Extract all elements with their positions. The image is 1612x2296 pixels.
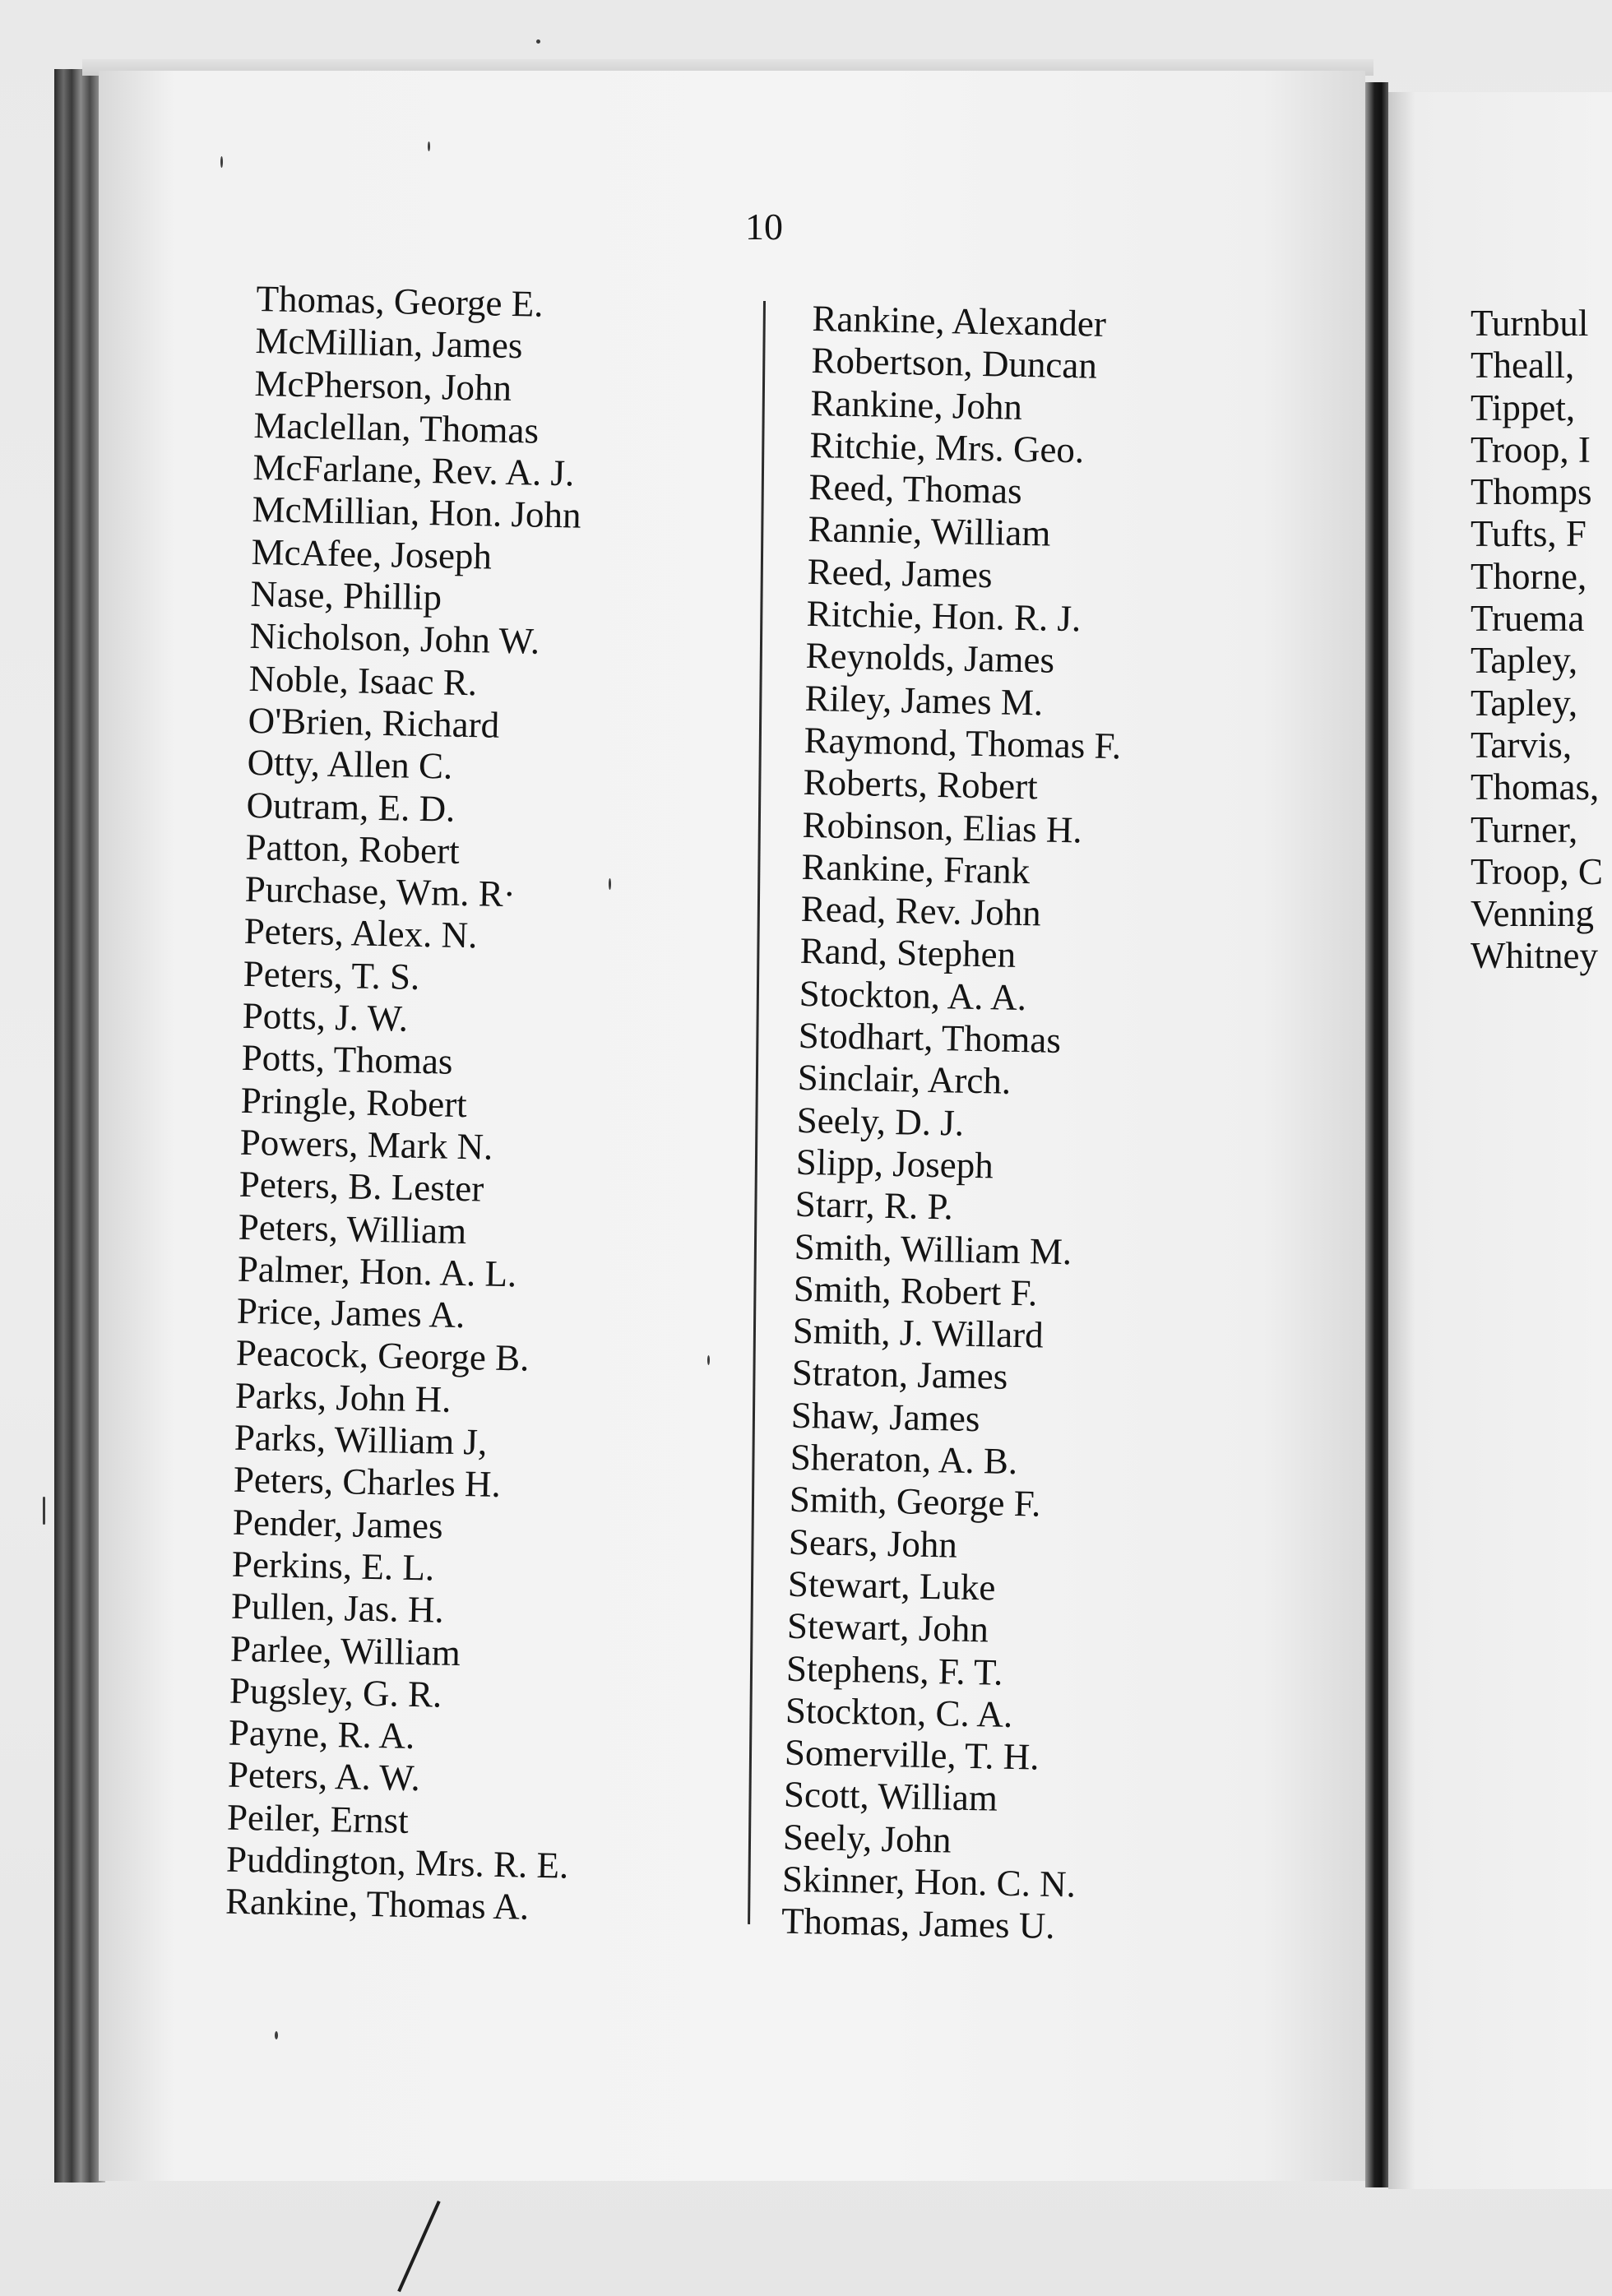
dust-speck	[428, 141, 430, 151]
directory-entry: Reed, Thomas	[808, 466, 1023, 512]
directory-entry: Sears, John	[788, 1521, 958, 1566]
directory-entry: Maclellan, Thomas	[253, 404, 540, 451]
directory-entry: Rannie, William	[808, 508, 1051, 555]
directory-entry: McFarlane, Rev. A. J.	[252, 447, 575, 494]
directory-entry: Skinner, Hon. C. N.	[781, 1858, 1077, 1905]
directory-entry: Potts, J. W.	[242, 994, 409, 1039]
directory-entry: Thomas, George E.	[256, 278, 544, 325]
directory-entry: Troop, I	[1471, 428, 1591, 470]
page-number: 10	[745, 206, 783, 248]
directory-entry: Troop, C	[1471, 850, 1603, 892]
directory-entry: Whitney	[1471, 935, 1598, 977]
film-scratch	[397, 2201, 440, 2292]
directory-entry: Pender, James	[232, 1501, 444, 1547]
directory-entry: Theall,	[1471, 345, 1575, 387]
directory-entry: Nicholson, John W.	[249, 615, 540, 663]
directory-entry: Reynolds, James	[805, 635, 1055, 682]
directory-entry: Parlee, William	[229, 1627, 461, 1673]
dust-speck	[43, 1497, 45, 1525]
dust-speck	[275, 2031, 278, 2039]
directory-entry: Pugsley, G. R.	[229, 1669, 442, 1715]
directory-entry: Peters, T. S.	[243, 952, 420, 998]
directory-entry: Peters, A. W.	[227, 1754, 421, 1799]
directory-entry: Tapley,	[1471, 640, 1578, 682]
directory-entry: Pullen, Jas. H.	[230, 1585, 445, 1631]
directory-entry: Starr, R. P.	[794, 1183, 954, 1228]
directory-entry: Smith, George F.	[789, 1479, 1041, 1525]
directory-entry: Peacock, George B.	[235, 1332, 530, 1380]
directory-entry: Raymond, Thomas F.	[804, 719, 1122, 767]
directory-entry: Slipp, Joseph	[795, 1141, 994, 1187]
directory-entry: Payne, R. A.	[228, 1711, 415, 1757]
directory-entry: Palmer, Hon. A. L.	[237, 1248, 517, 1295]
directory-entry: Thorne,	[1471, 555, 1587, 597]
directory-entry: Straton, James	[791, 1352, 1008, 1398]
directory-entry: Potts, Thomas	[241, 1037, 453, 1083]
directory-entry: Tapley,	[1471, 682, 1578, 724]
dust-speck	[220, 156, 223, 168]
book-gutter	[1365, 82, 1388, 2187]
directory-entry: Nase, Phillip	[250, 573, 442, 618]
directory-entry: Seely, D. J.	[796, 1099, 965, 1144]
facing-page	[1388, 92, 1612, 2189]
directory-entry: Perkins, E. L.	[231, 1543, 435, 1589]
book-spine	[54, 69, 105, 2183]
directory-entry: Peters, Alex. N.	[243, 910, 478, 956]
directory-entry: Ritchie, Mrs. Geo.	[809, 424, 1085, 471]
directory-entry: Roberts, Robert	[803, 761, 1039, 808]
directory-entry: Reed, James	[807, 550, 993, 596]
directory-entry: Pringle, Robert	[240, 1079, 468, 1125]
directory-entry: Smith, William M.	[794, 1225, 1072, 1272]
directory-entry: Stephens, F. T.	[785, 1647, 1003, 1693]
directory-entry: Rankine, Frank	[801, 845, 1031, 892]
directory-entry: Shaw, James	[790, 1394, 980, 1439]
directory-entry: Tippet,	[1471, 387, 1576, 428]
directory-entry: Stewart, Luke	[787, 1562, 996, 1609]
name-list-facing-page	[1471, 303, 1603, 978]
directory-entry: McPherson, John	[254, 362, 512, 409]
directory-entry: Riley, James M.	[804, 677, 1044, 724]
directory-entry: Somerville, T. H.	[784, 1731, 1040, 1778]
directory-entry: Tarvis,	[1471, 724, 1573, 766]
dust-speck	[707, 1355, 710, 1365]
directory-entry: Rankine, Alexander	[812, 298, 1107, 345]
directory-entry: Parks, William J,	[234, 1416, 488, 1463]
directory-entry: Price, James A.	[236, 1289, 466, 1336]
directory-entry: Peters, Charles H.	[233, 1459, 502, 1506]
dust-speck	[609, 878, 611, 890]
directory-entry: O'Brien, Richard	[248, 699, 500, 746]
directory-entry: Robertson, Duncan	[811, 340, 1098, 387]
directory-entry: Puddington, Mrs. R. E.	[225, 1838, 569, 1886]
directory-entry: Truema	[1471, 598, 1585, 640]
directory-entry: Thomas, James U.	[781, 1900, 1055, 1947]
name-list-left-column	[225, 278, 600, 1929]
directory-entry: Robinson, Elias H.	[802, 803, 1083, 850]
directory-entry: Smith, J. Willard	[792, 1309, 1045, 1356]
directory-entry: Tufts, F	[1471, 513, 1587, 555]
directory-entry: Thomps	[1471, 471, 1592, 513]
directory-entry: Stodhart, Thomas	[798, 1014, 1062, 1062]
name-list-middle-column	[781, 298, 1130, 1949]
directory-entry: McMillian, James	[255, 320, 523, 367]
directory-entry: Powers, Mark N.	[239, 1121, 493, 1168]
directory-entry: Rand, Stephen	[799, 930, 1017, 976]
directory-entry: Turnbul	[1471, 303, 1589, 344]
directory-entry: Rankine, Thomas A.	[225, 1880, 530, 1928]
directory-entry: Noble, Isaac R.	[248, 657, 478, 703]
directory-entry: Stockton, C. A.	[785, 1689, 1013, 1735]
directory-entry: Seely, John	[782, 1816, 952, 1861]
directory-entry: Smith, Robert F.	[793, 1267, 1038, 1314]
directory-entry: Peters, B. Lester	[239, 1164, 484, 1210]
directory-entry: Purchase, Wm. R·	[244, 868, 516, 915]
directory-entry: Patton, Robert	[245, 826, 461, 872]
directory-entry: Outram, E. D.	[246, 784, 456, 830]
directory-entry: Sheraton, A. B.	[790, 1436, 1018, 1483]
directory-entry: Stewart, John	[786, 1604, 989, 1650]
directory-entry: Parks, John H.	[234, 1374, 452, 1420]
dust-speck	[536, 39, 540, 44]
directory-entry: Scott, William	[783, 1774, 998, 1820]
directory-entry: Turner,	[1471, 808, 1578, 850]
directory-entry: Stockton, A. A.	[799, 972, 1027, 1018]
directory-entry: Venning	[1471, 893, 1594, 935]
directory-entry: McAfee, Joseph	[251, 530, 493, 577]
directory-entry: Thomas,	[1471, 766, 1600, 808]
directory-entry: McMillian, Hon. John	[252, 488, 582, 537]
directory-entry: Peiler, Ernst	[226, 1796, 410, 1841]
directory-entry: Sinclair, Arch.	[797, 1057, 1012, 1103]
directory-entry: Rankine, John	[810, 382, 1023, 428]
directory-entry: Otty, Allen C.	[247, 742, 453, 787]
directory-entry: Peters, William	[238, 1206, 467, 1252]
directory-entry: Read, Rev. John	[800, 888, 1042, 934]
directory-entry: Ritchie, Hon. R. J.	[806, 593, 1082, 640]
